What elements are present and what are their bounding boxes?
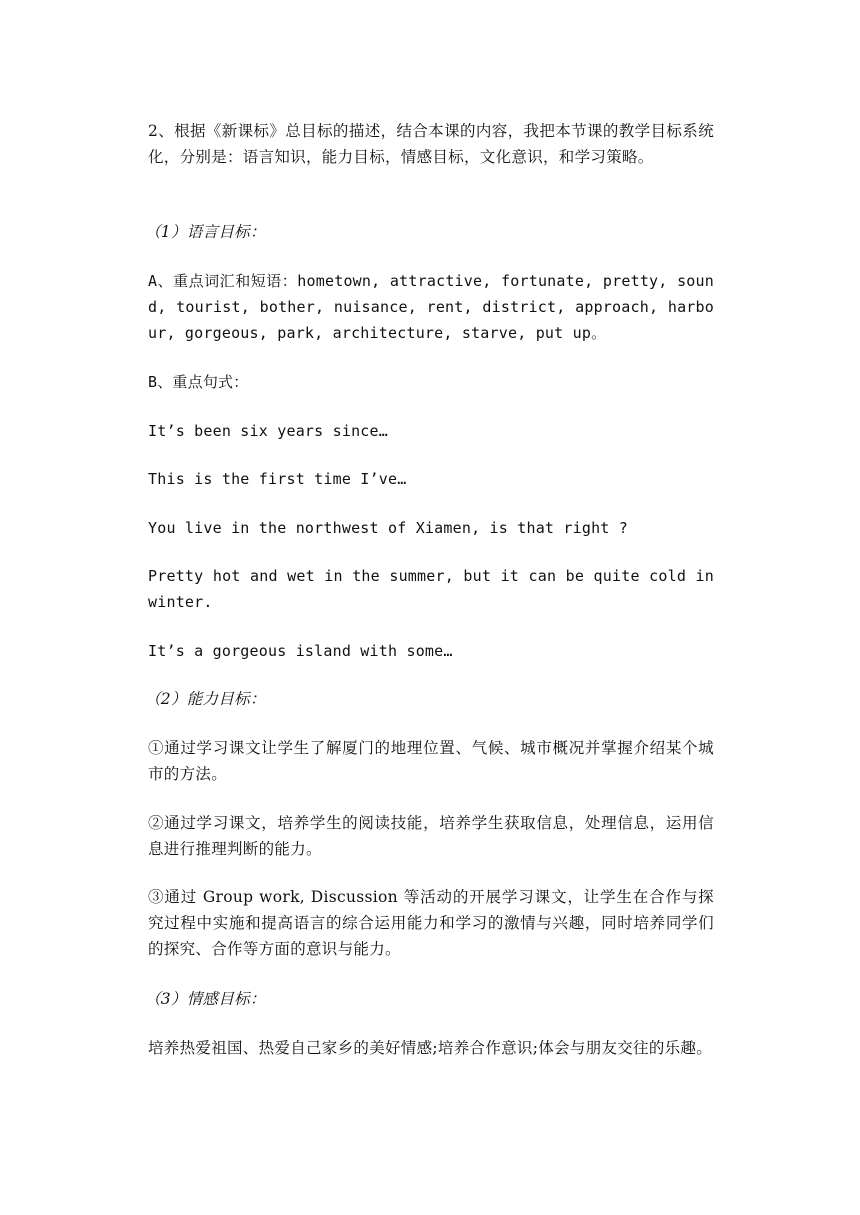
sentence-pattern: Pretty hot and wet in the summer, but it can be quite cold in winter. [148,567,714,611]
sentence-pattern: It’s a gorgeous island with some… [148,642,453,660]
vocabulary-paragraph: A、重点词汇和短语：hometown, attractive, fortunate, pretty, sound, tourist, bother, nuisance, rent, district, approach, harbour, gorgeous, park, architecture, starve, put up。 [148,272,714,342]
section-heading-language-goals: （1）语言目标： [145,223,266,241]
ability-goal-item: ③通过 Group work, Discussion 等活动的开展学习课文，让学生在合作与探究过程中实施和提高语言的综合运用能力和学习的激情与兴趣，同时培养同学们的探究、合作等方面的意识与能力。 [148,888,714,958]
sentence-pattern: You live in the northwest of Xiamen, is that right ? [148,519,628,537]
sentence-pattern: It’s been six years since… [148,422,388,440]
ability-goal-item: ①通过学习课文让学生了解厦门的地理位置、气候、城市概况并掌握介绍某个城市的方法。 [148,739,714,783]
sentence-patterns-heading: B、重点句式： [148,373,249,391]
section-heading-ability-goals: （2）能力目标： [145,690,266,708]
ability-goal-item: ②通过学习课文，培养学生的阅读技能，培养学生获取信息，处理信息，运用信息进行推理判断的能力。 [148,814,714,858]
sentence-pattern: This is the first time I’ve… [148,470,407,488]
intro-paragraph: 2、根据《新课标》总目标的描述，结合本课的内容，我把本节课的教学目标系统化，分别是：语言知识，能力目标，情感目标，文化意识，和学习策略。 [148,122,714,166]
emotion-goal-paragraph: 培养热爱祖国、热爱自己家乡的美好情感;培养合作意识;体会与朋友交往的乐趣。 [148,1039,713,1057]
section-heading-emotion-goals: （3）情感目标： [145,990,266,1008]
